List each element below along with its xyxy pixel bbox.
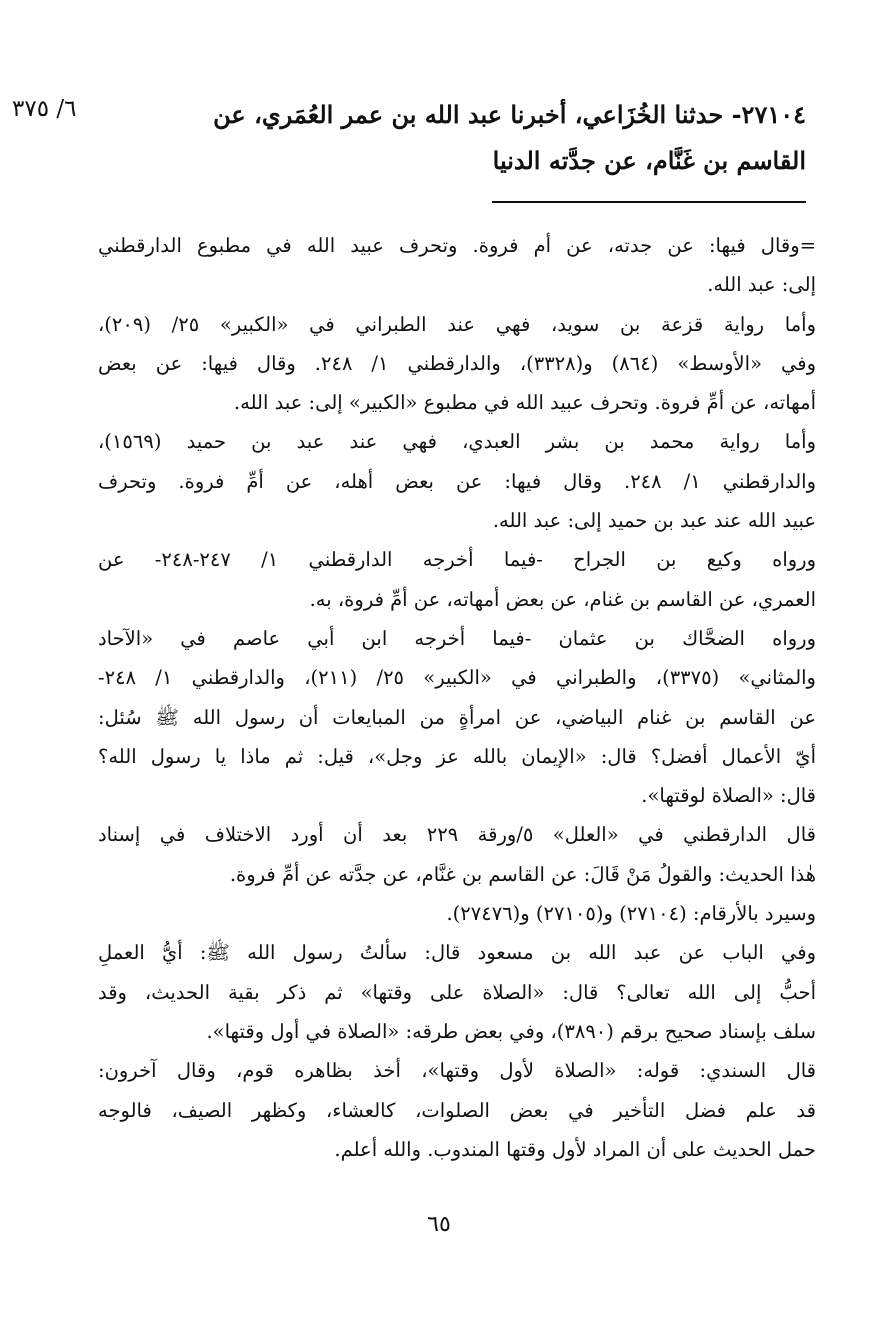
footnote-line: ورواه وكيع بن الجراح -فيما أخرجه الدارقطني ١/ ٢٤٧-٢٤٨- عن <box>98 548 816 572</box>
footnote-line: ورواه الضحَّاك بن عثمان -فيما أخرجه ابن أبي عاصم في «الآحاد <box>98 626 816 650</box>
footnote-line: قال السندي: قوله: «الصلاة لأول وقتها»، أخذ بظاهره قوم، وقال آخرون: <box>98 1059 816 1083</box>
footnote-line: أيّ الأعمال أفضل؟ قال: «الإيمان بالله عز وجل»، قيل: ثم ماذا يا رسول الله؟ <box>98 744 816 768</box>
footnote-line: عبيد الله عند عبد بن حميد إلى: عبد الله. <box>492 509 816 533</box>
footnote-line: وسيرد بالأرقام: (٢٧١٠٤) و(٢٧١٠٥) و(٢٧٤٧٦). <box>446 902 816 926</box>
volume-page-reference: ٦/ ٣٧٥ <box>12 96 77 122</box>
footnote-line: قال: «الصلاة لوقتها». <box>641 784 816 808</box>
hadith-line: القاسم بن غَنَّام، عن جدَّته الدنيا <box>492 146 806 175</box>
footnote-line: أمهاته، عن أمِّ فروة. وتحرف عبيد الله في مطبوع «الكبير» إلى: عبد الله. <box>233 391 816 415</box>
footnote-line: قال الدارقطني في «العلل» ٥/ورقة ٢٢٩ بعد أن أورد الاختلاف في إسناد <box>98 823 816 847</box>
page-number: ٦٥ <box>427 1212 451 1237</box>
hadith-text <box>100 92 806 184</box>
footnote-line: وأما رواية قزعة بن سويد، فهي عند الطبراني في «الكبير» ٢٥/ (٢٠٩)، <box>98 312 816 336</box>
footnote-line: سلف بإسناد صحيح برقم (٣٨٩٠)، وفي بعض طرقه: «الصلاة في أول وقتها». <box>206 1019 816 1043</box>
footnote-line: حمل الحديث على أن المراد لأول وقتها المندوب. والله أعلم. <box>334 1137 816 1161</box>
footnote-line: وأما رواية محمد بن بشر العبدي، فهي عند عبد بن حميد (١٥٦٩)، <box>98 430 816 454</box>
hadith-line: ٢٧١٠٤- حدثنا الخُزَاعي، أخبرنا عبد الله بن عمر العُمَري، عن <box>213 100 806 129</box>
footnote-line: إلى: عبد الله. <box>707 273 816 297</box>
footnote-separator <box>492 201 806 203</box>
footnote-line: العمري، عن القاسم بن غنام، عن بعض أمهاته، عن أمِّ فروة، به. <box>309 587 816 611</box>
footnote-line: هٰذا الحديث: والقولُ مَنْ قَالَ: عن القاسم بن غنَّام، عن جدَّته عن أمِّ فروة. <box>229 862 816 886</box>
footnote-line: والمثاني» (٣٣٧٥)، والطبراني في «الكبير» ٢٥/ (٢١١)، والدارقطني ١/ ٢٤٨- <box>98 666 816 690</box>
footnote-line: أحبُّ إلى الله تعالى؟ قال: «الصلاة على وقتها» ثم ذكر بقية الحديث، وقد <box>98 980 816 1004</box>
footnotes <box>98 226 816 1169</box>
footnote-line: عن القاسم بن غنام البياضي، عن امرأةٍ من المبايعات أن رسول الله ﷺ سُئل: <box>98 705 816 729</box>
footnote-line: =وقال فيها: عن جدته، عن أم فروة. وتحرف عبيد الله في مطبوع الدارقطني <box>98 234 816 257</box>
footnote-line: قد علم فضل التأخير في بعض الصلوات، كالعشاء، وكظهر الصيف، فالوجه <box>98 1098 816 1122</box>
footnote-line: وفي «الأوسط» (٨٦٤) و(٣٣٢٨)، والدارقطني ١/ ٢٤٨. وقال فيها: عن بعض <box>98 351 816 375</box>
footnote-line: والدارقطني ١/ ٢٤٨. وقال فيها: عن بعض أهله، عن أمِّ فروة. وتحرف <box>98 469 816 493</box>
footnote-line: وفي الباب عن عبد الله بن مسعود قال: سألتُ رسول الله ﷺ: أيُّ العملِ <box>98 941 816 965</box>
